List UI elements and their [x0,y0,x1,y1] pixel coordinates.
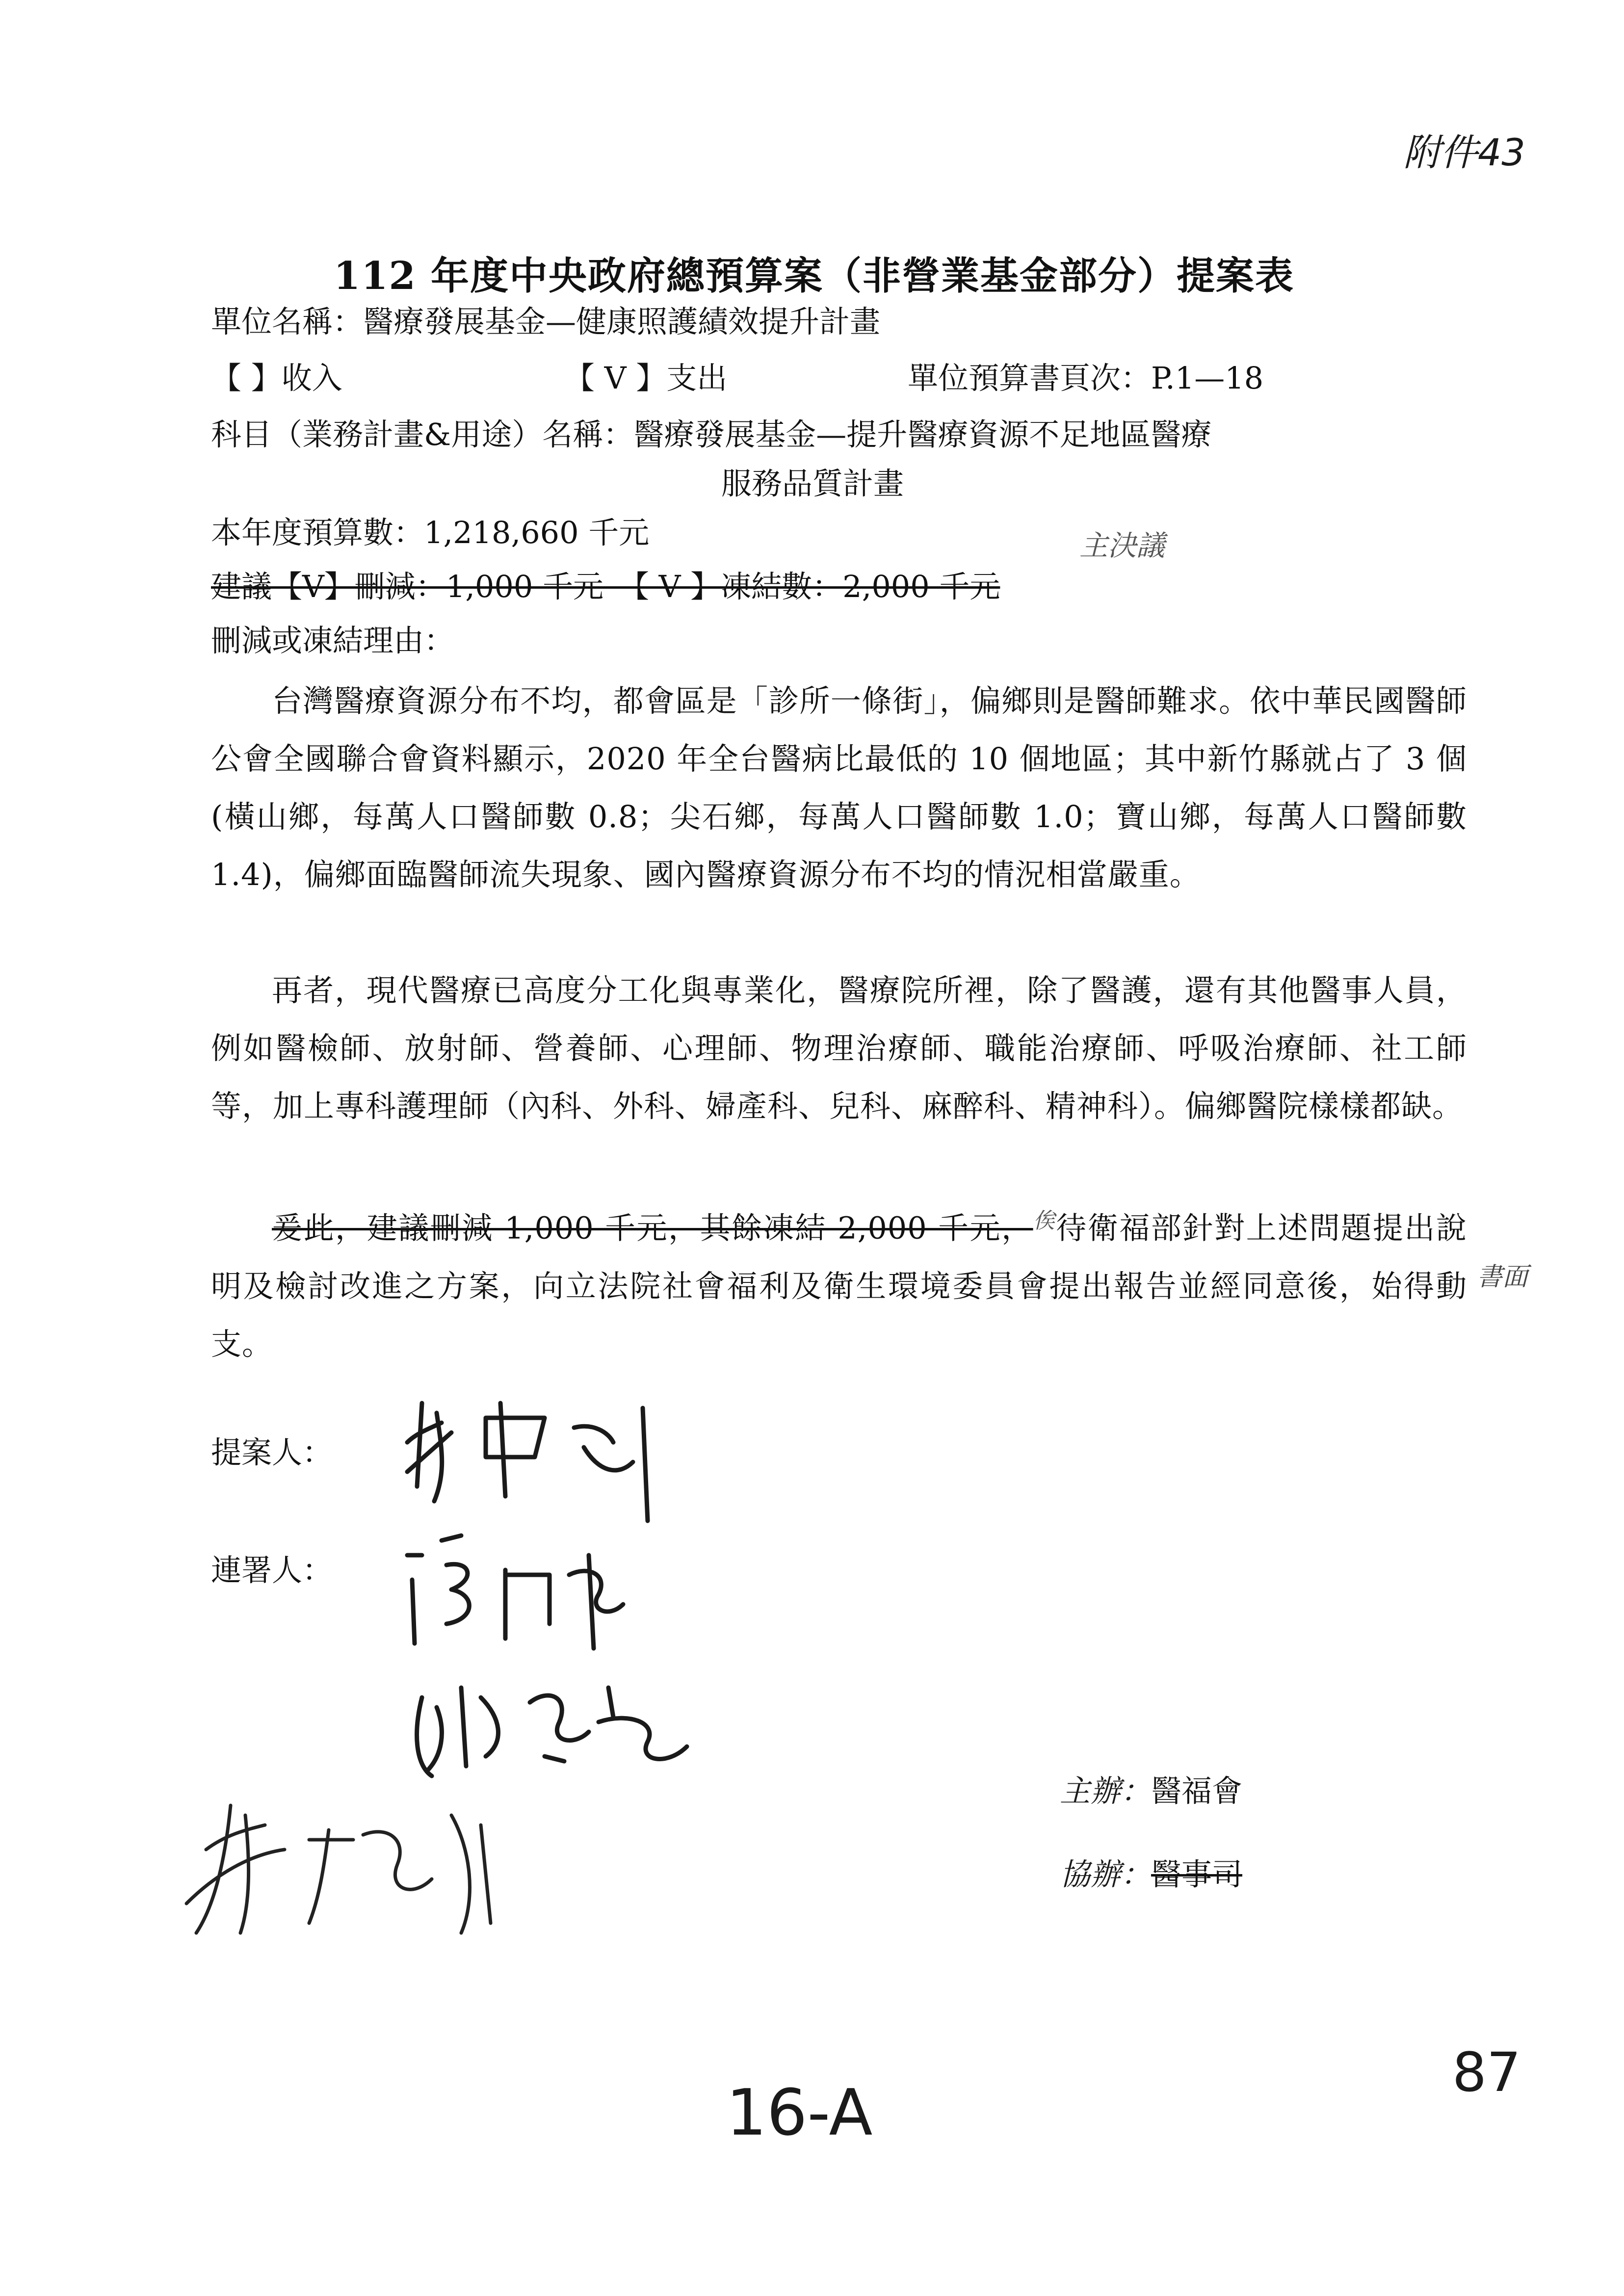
unit-name-row [211,304,881,339]
annex-mark: 附件43 [1403,130,1525,174]
lead-department-row [1060,1773,1243,1809]
expense-checkbox: 【 V 】支出 [564,360,728,396]
reason-paragraph-2: 再者，現代醫療已高度分工化與專業化，醫療院所裡，除了醫護，還有其他醫事人員，例如醫檢師、放射師、營養師、心理師、物理治療師、職能治療師、呼吸治療師、社工師等，加上專科護理師（內科、外科、婦產科、兒科、麻醉科、精神科）。偏鄉醫院樣樣都缺。 [211,972,1467,1124]
proposer-label: 提案人： [211,1435,333,1470]
cosigner-signature-2-icon [402,1658,707,1786]
inserted-mark: 俟 [1033,1208,1056,1233]
remaining-text: 待衛福部針對上述問題提出說明及檢討改進之方案，向立法院社會福利及衛生環境委員會提出報告並經同意後，始得動支。 [211,1210,1467,1362]
proposer-signature-icon [388,1374,662,1531]
reason-paragraph-1: 台灣醫療資源分布不均，都會區是「診所一條街」，偏鄉則是醫師難求。依中華民國醫師公會全國聯合會資料顯示，2020 年全台醫病比最低的 10 個地區；其中新竹縣就占了 3 個(橫山鄉，每萬人口醫師數 0.8；尖石鄉，每萬人口醫師數 1.0；寶山鄉，每萬人口醫師數 1.4)，偏鄉面臨醫師流失現象、國內醫療資源分布不均的情況相當嚴重。 [211,683,1467,892]
cosigner-signature-3-icon [177,1776,520,1953]
budget-amount: 本年度預算數：1,218,660 千元 [211,515,650,550]
subject-line-2: 服務品質計畫 [721,466,904,501]
case-code: 16-A [726,2075,873,2150]
budget-page-reference: 單位預算書頁次：P.1—18 [908,360,1264,396]
lead-value: 醫福會 [1151,1773,1243,1809]
struck-text: 爰此，建議刪減 1,000 千元，其餘凍結 2,000 千元， [272,1210,1033,1246]
reason-paragraph-3 [211,1192,1467,1373]
unit-name-label: 單位名稱： [211,304,364,339]
margin-note: 書面 [1477,1262,1528,1292]
subject-line-1: 科目（業務計畫&用途）名稱：醫療發展基金—提升醫療資源不足地區醫療 [211,417,1212,452]
cosigner-label: 連署人： [211,1552,333,1588]
resolution-mark: 主決議 [1079,529,1165,562]
proposal-line: 建議【V】刪減：1,000 千元 【 V 】凍結數：2,000 千元 [211,569,1000,604]
lead-label: 主辦： [1060,1773,1152,1809]
page-title: 112 年度中央政府總預算案（非營業基金部分）提案表 [334,254,1294,298]
cosigner-signature-1-icon [393,1526,667,1653]
assist-value: 醫事司 [1151,1856,1243,1892]
income-checkbox: 【 】收入 [211,360,342,396]
page-number: 87 [1452,2041,1521,2104]
assist-department-row [1060,1856,1243,1892]
reason-label: 刪減或凍結理由： [211,623,455,658]
unit-name-value: 醫療發展基金—健康照護績效提升計畫 [363,304,881,339]
assist-label: 協辦： [1060,1856,1152,1892]
